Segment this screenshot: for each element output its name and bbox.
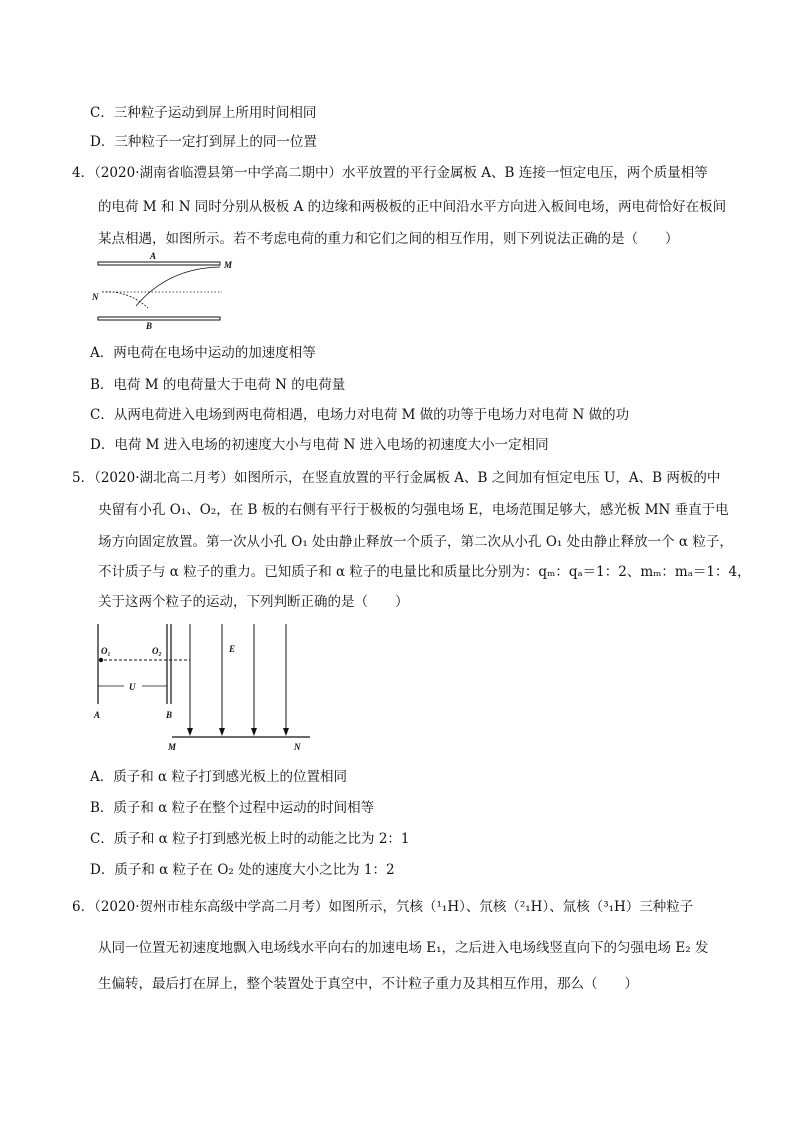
- q4-plate-a: [98, 262, 220, 265]
- q5-label-a: A: [94, 710, 101, 720]
- q5-arrow-1: [187, 728, 193, 736]
- q4-option-c: C．从两电荷进入电场到两电荷相遇，电场力对电荷 M 做的功等于电场力对电荷 N 做的功: [90, 407, 630, 423]
- q5-option-b: B．质子和 α 粒子在整个过程中运动的时间相等: [90, 800, 375, 816]
- q4-label-n: N: [92, 292, 99, 302]
- q4-text-1: 水平放置的平行金属板 A、B 连接一恒定电压，两个质量相等: [342, 165, 708, 181]
- q4-stem-line2: 的电荷 M 和 N 同时分别从极板 A 的边缘和两极板的正中间沿水平方向进入板间电场，两电荷恰好在板间: [98, 199, 727, 215]
- q4-source: （2020·湖南省临澧县第一中学高二期中）: [94, 165, 342, 181]
- q5-label-b: B: [166, 710, 173, 720]
- q5-source: （2020·湖北高二月考）: [94, 470, 234, 486]
- q5-stem-line5: 关于这两个粒子的运动，下列判断正确的是（ ）: [98, 594, 409, 610]
- q4-label-b: B: [146, 321, 153, 330]
- q3-option-d: D．三种粒子一定打到屏上的同一位置: [90, 134, 317, 150]
- q5-stem-line4: 不计质子与 α 粒子的重力。已知质子和 α 粒子的电量比和质量比分别为：qₘ：qₐ＝1：2、mₘ：mₐ＝1：4，: [98, 564, 751, 580]
- q4-stem-line3: 某点相遇，如图所示。若不考虑电荷的重力和它们之间的相互作用，则下列说法正确的是（ ）: [98, 231, 679, 247]
- q5-stem-line2: 央留有小孔 O₁、O₂，在 B 板的右侧有平行于极板的匀强电场 E，电场范围足够大，感光板 MN 垂直于电: [98, 502, 729, 518]
- q4-stem-line1: [72, 164, 708, 182]
- q5-number: 5．: [72, 470, 95, 486]
- q5-label-o2: O₂: [152, 646, 162, 656]
- q4-number: 4．: [72, 165, 95, 181]
- q5-stem-line3: 场方向固定放置。第一次从小孔 O₁ 处由静止释放一个质子，第二次从小孔 O₁ 处由静止释放一个 α 粒子，: [98, 534, 733, 550]
- q4-option-d: D．电荷 M 进入电场的初速度大小与电荷 N 进入电场的初速度大小一定相同: [90, 437, 549, 453]
- q5-label-o1: O₁: [101, 646, 111, 656]
- q5-label-n: N: [294, 742, 301, 752]
- q4-plate-b: [98, 317, 220, 320]
- q5-text-1: 如图所示，在竖直放置的平行金属板 A、B 之间加有恒定电压 U，A、B 两板的中: [234, 470, 721, 486]
- q5-option-c: C．质子和 α 粒子打到感光板上时的动能之比为 2：1: [90, 831, 410, 847]
- q6-source: （2020·贺州市桂东高级中学高二月考）: [94, 899, 329, 915]
- q5-arrow-4: [283, 728, 289, 736]
- q4-label-m: M: [224, 260, 233, 270]
- q6-stem-line3: 生偏转，最后打在屏上，整个装置处于真空中，不计粒子重力及其相互作用，那么（ ）: [98, 976, 638, 992]
- q5-label-m: M: [168, 742, 177, 752]
- q6-text-1: 如图所示，氕核（¹₁H）、氘核（²₁H）、氚核（³₁H）三种粒子: [328, 899, 694, 915]
- q5-field-arrows: [187, 728, 289, 736]
- q4-path-m: [136, 267, 220, 306]
- q6-stem-line1: [72, 898, 693, 916]
- q6-number: 6．: [72, 899, 95, 915]
- q6-stem-line2: 从同一位置无初速度地飘入电场线水平向右的加速电场 E₁，之后进入电场线竖直向下的匀强电场 E₂ 发: [98, 940, 709, 956]
- q4-label-a: A: [150, 251, 157, 261]
- q5-field-lines: [190, 624, 286, 734]
- q5-option-d: D．质子和 α 粒子在 O₂ 处的速度大小之比为 1：2: [90, 862, 395, 878]
- q4-option-b: B．电荷 M 的电荷量大于电荷 N 的电荷量: [90, 377, 346, 393]
- q5-stem-line1: [72, 469, 720, 487]
- q4-figure: [88, 250, 248, 330]
- q4-option-a: A．两电荷在电场中运动的加速度相等: [90, 345, 316, 361]
- q5-arrow-2: [219, 728, 225, 736]
- q3-option-c: C．三种粒子运动到屏上所用时间相同: [90, 105, 317, 121]
- q5-option-a: A．质子和 α 粒子打到感光板上的位置相同: [90, 769, 347, 785]
- q5-label-e: E: [229, 644, 236, 654]
- q5-label-u: U: [129, 682, 136, 692]
- q5-arrow-3: [251, 728, 257, 736]
- q5-figure: [86, 620, 326, 756]
- q5-hole-o1: [99, 658, 103, 662]
